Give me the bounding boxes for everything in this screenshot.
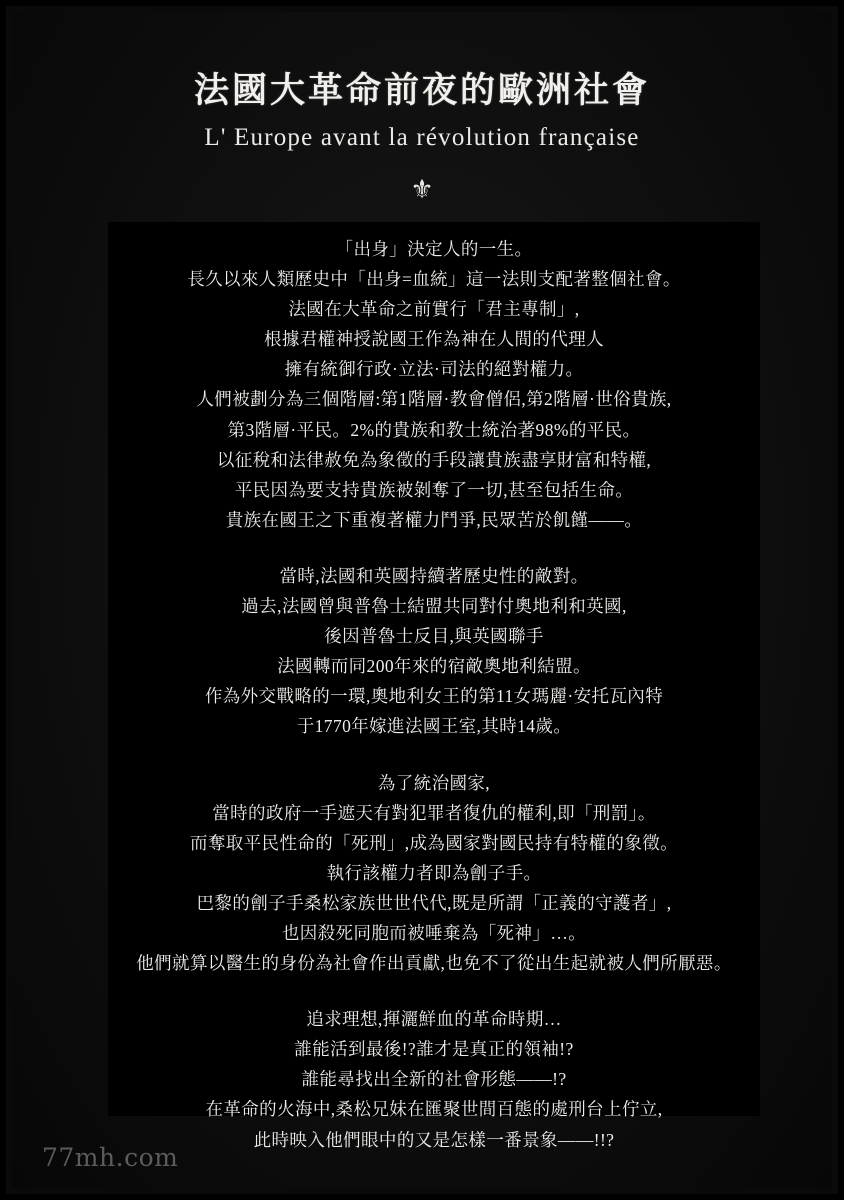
- text-line: 追求理想,揮灑鮮血的革命時期…: [306, 1009, 562, 1030]
- text-line: 也因殺死同胞而被唾棄為「死神」…。: [281, 922, 587, 943]
- text-line: 法國在大革命之前實行「君主專制」,: [288, 299, 580, 320]
- text-line: 後因普魯士反目,與英國聯手: [324, 626, 544, 647]
- text-line: 第3階層·平民。2%的貴族和教士統治著98%的平民。: [227, 419, 641, 440]
- text-line: 平民因為要支持貴族被剝奪了一切,甚至包括生命。: [234, 479, 634, 500]
- text-line: 根據君權神授說國王作為神在人間的代理人: [263, 329, 605, 350]
- fleur-de-lis-icon: ⚜: [410, 175, 434, 204]
- body-text-panel: [108, 222, 760, 1150]
- text-line: 人們被劃分為三個階層:第1階層·教會僧侶,第2階層·世俗貴族,: [196, 389, 672, 410]
- text-line: 誰能活到最後!?誰才是真正的領袖!?: [294, 1039, 574, 1060]
- text-line: 于1770年嫁進法國王室,其時14歲。: [296, 716, 572, 737]
- paragraph: [118, 768, 750, 979]
- text-line: 「出身」決定人的一生。: [335, 239, 533, 259]
- text-line: 長久以來人類歷史中「出身=血統」這一法則支配著整個社會。: [187, 269, 681, 290]
- text-line: 巴黎的劊子手桑松家族世世代代,既是所謂「正義的守護者」,: [196, 892, 672, 913]
- title-block: [12, 70, 832, 152]
- page-title-chinese: 法國大革命前夜的歐洲社會: [193, 71, 650, 110]
- text-line: 他們就算以醫生的身份為社會作出貢獻,也免不了從出生起就被人們所厭惡。: [136, 953, 732, 974]
- text-line: 而奪取平民性命的「死刑」,成為國家對國民持有特權的象徵。: [189, 832, 679, 853]
- text-line: 為了統治國家,: [377, 772, 491, 793]
- text-line: 當時,法國和英國持續著歷史性的敵對。: [279, 565, 589, 586]
- text-line: 貴族在國王之下重複著權力鬥爭,民眾苦於飢饉——。: [225, 509, 643, 530]
- paragraph: [118, 234, 750, 535]
- text-line: 以征稅和法律赦免為象徵的手段讓貴族盡享財富和特權,: [216, 449, 652, 470]
- paragraph: [118, 1004, 750, 1154]
- text-line: 作為外交戰略的一環,奧地利女王的第11女瑪麗·安托瓦內特: [204, 686, 664, 707]
- watermark: 77mh.com: [42, 1143, 179, 1172]
- page-title-french: L' Europe avant la révolution française: [204, 124, 640, 151]
- text-line: 擁有統御行政·立法·司法的絕對權力。: [284, 359, 584, 380]
- page-inner: [12, 12, 832, 1188]
- text-line: 當時的政府一手遮天有對犯罪者復仇的權利,即「刑罰」。: [212, 802, 656, 823]
- text-line: 法國轉而同200年來的宿敵奧地利結盟。: [277, 656, 591, 677]
- text-line: 在革命的火海中,桑松兄妹在匯聚世間百態的處刑台上佇立,: [205, 1099, 663, 1120]
- text-line: 執行該權力者即為劊子手。: [326, 862, 542, 883]
- text-line: 誰能尋找出全新的社會形態——!?: [301, 1069, 567, 1090]
- text-line: 此時映入他們眼中的又是怎樣一番景象——!!?: [253, 1129, 615, 1150]
- paragraph: [118, 561, 750, 742]
- text-line: 過去,法國曾與普魯士結盟共同對付奧地利和英國,: [241, 596, 627, 617]
